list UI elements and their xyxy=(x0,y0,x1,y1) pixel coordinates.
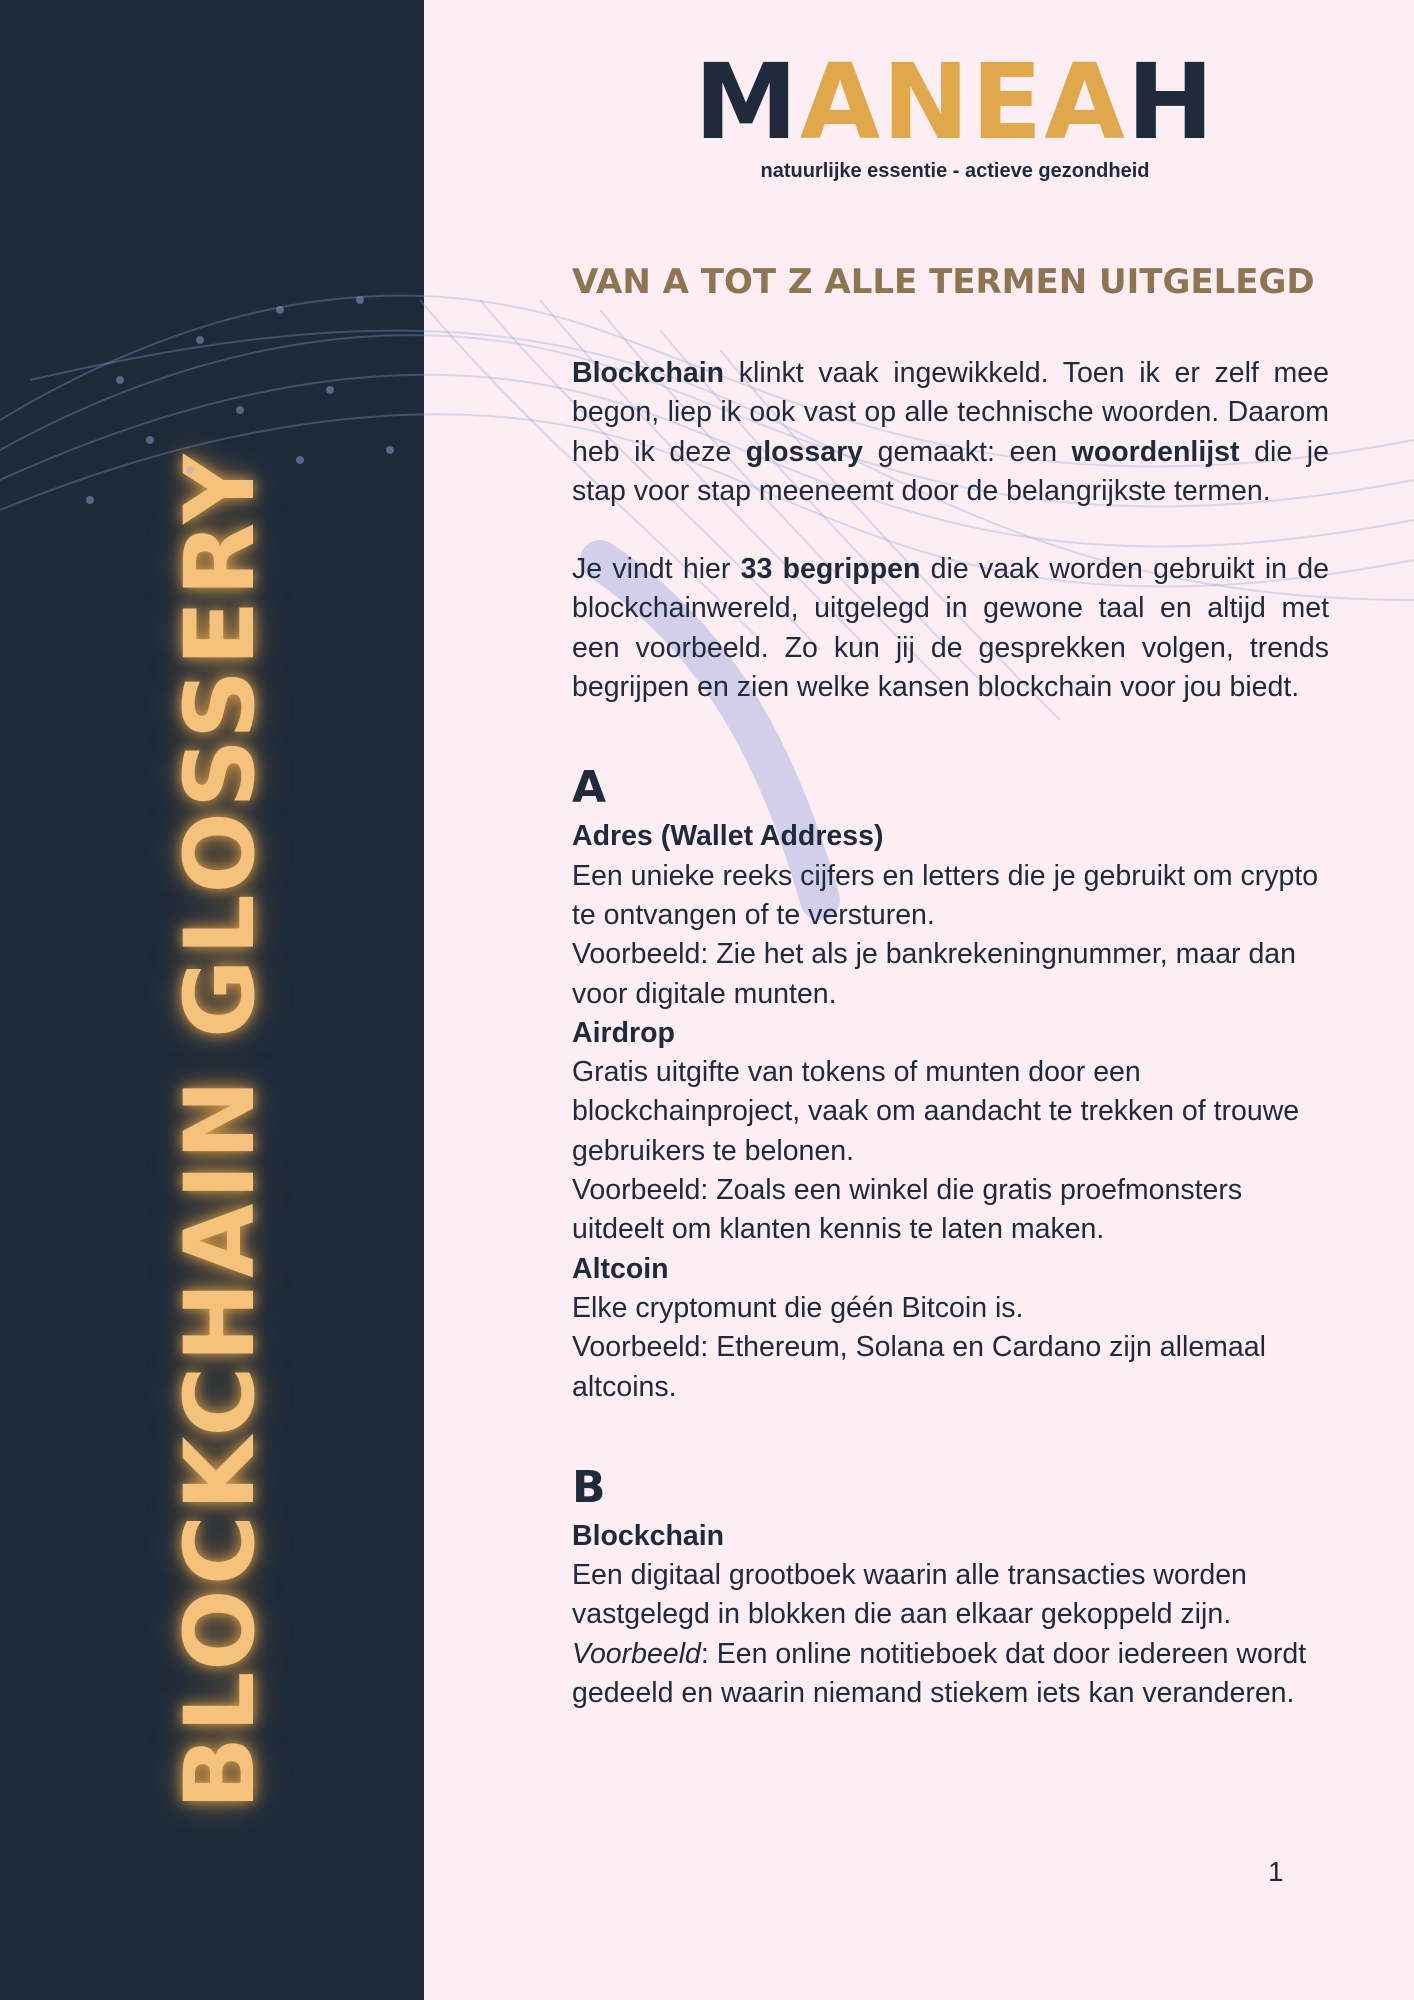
logo-wordmark: MANEAH xyxy=(694,41,1216,163)
page-heading: VAN A TOT Z ALLE TERMEN UITGELEGD xyxy=(572,262,1315,302)
main-content xyxy=(572,256,1329,1713)
glossary-entry xyxy=(572,1250,1329,1407)
glossary-example: Voorbeeld: Ethereum, Solana en Cardano zijn allemaal altcoins. xyxy=(572,1331,1266,1403)
glossary-term: Altcoin xyxy=(572,1252,669,1285)
glossary-term: Blockchain xyxy=(572,1519,725,1552)
glossary-example: Voorbeeld: Zoals een winkel die gratis proefmonsters uitdeelt om klanten kennis te laten maken. xyxy=(572,1174,1243,1246)
brand-logo xyxy=(640,41,1270,183)
section-letter-b: B xyxy=(572,1461,606,1513)
logo-tagline: natuurlijke essentie - actieve gezondheid xyxy=(760,160,1150,182)
sidebar xyxy=(0,0,424,2000)
glossary-definition: Elke cryptomunt die géén Bitcoin is. xyxy=(572,1291,1024,1324)
glossary-term: Airdrop xyxy=(572,1016,675,1049)
glossary-definition: Een digitaal grootboek waarin alle transacties worden vastgelegd in blokken die aan elkaar gekoppeld zijn. xyxy=(572,1559,1247,1631)
intro-paragraph-2: Je vindt hier 33 begrippen die vaak worden gebruikt in de blockchainwereld, uitgelegd in gewone taal en altijd met een voorbeeld. Zo kun jij de gesprekken volgen, trends begrijpen en zien welke kansen blockchain voor jou biedt. xyxy=(572,553,1329,704)
glossary-entry xyxy=(572,1517,1329,1713)
intro-paragraph-1: Blockchain klinkt vaak ingewikkeld. Toen ik er zelf mee begon, liep ik ook vast op alle technische woorden. Daarom heb ik deze glossary gemaakt: een woordenlijst die je stap voor stap meeneemt door de belangrijkste termen. xyxy=(572,357,1329,507)
glossary-entry xyxy=(572,1014,1329,1250)
example-label: Voorbeeld xyxy=(572,1637,701,1670)
glossary-definition: Gratis uitgifte van tokens of munten door een blockchainproject, vaak om aandacht te trekken of trouwe gebruikers te belonen. xyxy=(572,1056,1300,1167)
sidebar-title: BLOCKCHAIN GLOSSERY xyxy=(164,450,276,1810)
page-number: 1 xyxy=(1268,1856,1284,1887)
glossary-definition: Een unieke reeks cijfers en letters die je gebruikt om crypto te ontvangen of te versturen. xyxy=(572,859,1319,931)
section-letter-a: A xyxy=(572,762,607,814)
glossary-term: Adres (Wallet Address) xyxy=(572,820,884,853)
glossary-entry xyxy=(572,817,1329,1013)
glossary-example: Voorbeeld: Een online notitieboek dat door iedereen wordt gedeeld en waarin niemand stiekem iets kan veranderen. xyxy=(572,1637,1307,1710)
intro xyxy=(572,354,1329,707)
glossary-example: Voorbeeld: Zie het als je bankrekeningnummer, maar dan voor digitale munten. xyxy=(572,938,1297,1010)
